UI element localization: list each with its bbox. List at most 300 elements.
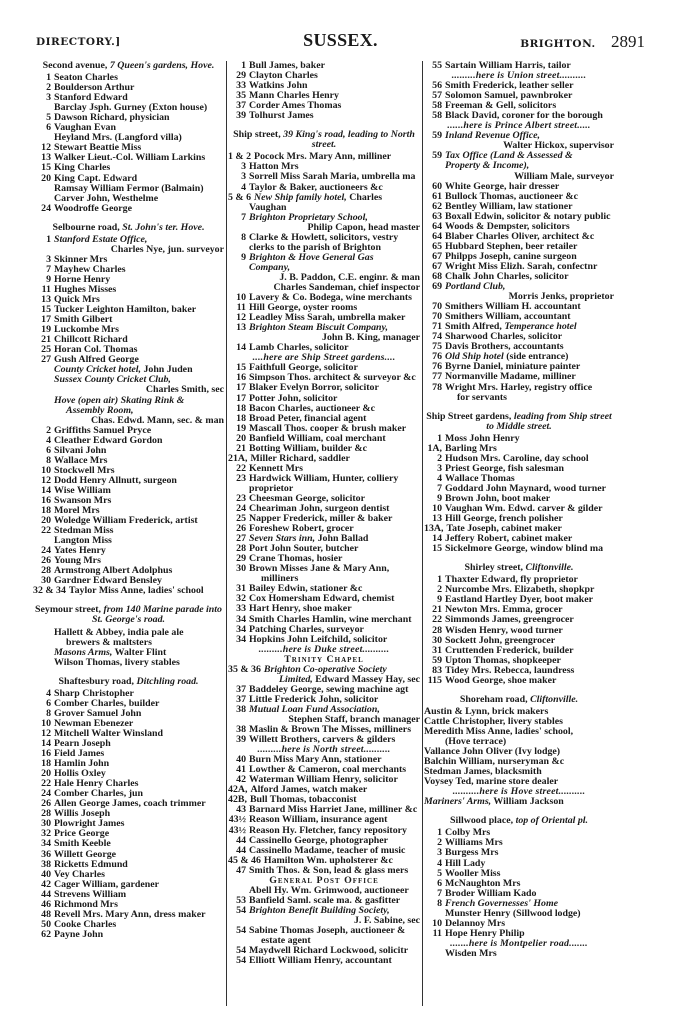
house-number: 78 bbox=[432, 382, 442, 393]
house-number: 27 bbox=[236, 534, 246, 545]
house-number: 65 bbox=[432, 241, 442, 252]
directory-entry bbox=[33, 719, 224, 729]
entry-text: Colby Mrs bbox=[445, 828, 491, 839]
house-number: 36 bbox=[41, 849, 51, 860]
entry-text: Jeffery Robert, cabinet maker bbox=[445, 534, 573, 545]
entry-text: Hart Henry, shoe maker bbox=[249, 604, 352, 615]
entry-text: Wilson Thomas, livery stables bbox=[54, 657, 180, 668]
directory-entry bbox=[228, 273, 420, 283]
directory-entry bbox=[33, 305, 224, 315]
house-number: 11 bbox=[432, 928, 442, 939]
directory-entry bbox=[33, 920, 224, 930]
header-directory-label: DIRECTORY.] bbox=[36, 36, 121, 48]
directory-entry bbox=[424, 717, 614, 727]
directory-entry bbox=[33, 628, 224, 638]
house-number: 60 bbox=[432, 181, 442, 192]
entry-text: Clayton Charles bbox=[249, 71, 318, 82]
directory-entry bbox=[424, 393, 614, 403]
entry-text: Austin & Lynn, brick makers bbox=[424, 706, 549, 717]
street-junction-divider: .........here is Union street.......... bbox=[451, 71, 587, 82]
house-number: 7 bbox=[437, 888, 442, 899]
house-number: 24 bbox=[41, 203, 51, 214]
entry-text: Smith Charles Hamlin, wine merchant bbox=[249, 614, 412, 625]
street-heading bbox=[424, 816, 614, 826]
street-heading bbox=[33, 605, 224, 625]
house-number: 13A, bbox=[424, 524, 444, 535]
entry-text: Charles Smith, sec bbox=[145, 385, 224, 396]
directory-entry bbox=[33, 658, 224, 668]
directory-entry bbox=[424, 131, 614, 141]
directory-entry bbox=[424, 707, 614, 717]
entry-text: Woodroffe George bbox=[54, 203, 132, 214]
house-number: 75 bbox=[432, 342, 442, 353]
directory-entry bbox=[228, 504, 420, 514]
directory-entry bbox=[424, 879, 614, 889]
directory-entry bbox=[424, 615, 614, 625]
entry-text: Stockwell Mrs bbox=[54, 465, 115, 476]
entry-text: Meredith Miss Anne, ladies' school, bbox=[424, 726, 574, 737]
house-number: 22 bbox=[432, 615, 442, 626]
entry-text: Corder Ames Thomas bbox=[249, 101, 342, 112]
entry-text: Voysey Ted, marine store dealer bbox=[424, 777, 559, 788]
directory-entry bbox=[228, 534, 420, 544]
entry-text: Mascall Thos. cooper & brush maker bbox=[249, 423, 407, 434]
entry-text: Leadley Miss Sarah, umbrella maker bbox=[249, 313, 406, 324]
directory-entry bbox=[424, 252, 614, 262]
house-number: 24 bbox=[41, 789, 51, 800]
house-number: 2 bbox=[437, 585, 442, 596]
house-number: 14 bbox=[41, 739, 51, 749]
house-number: 7 bbox=[437, 483, 442, 494]
directory-entry bbox=[228, 233, 420, 243]
directory-entry bbox=[228, 695, 420, 705]
house-number: 15 bbox=[432, 544, 442, 555]
directory-entry bbox=[424, 292, 614, 302]
column-divider-1 bbox=[226, 61, 227, 1006]
entry-text: Cassinello George, photographer bbox=[249, 835, 389, 846]
entry-text: Hatton Mrs bbox=[249, 162, 299, 173]
entry-text: Faithfull George, solicitor bbox=[249, 363, 358, 374]
directory-entry bbox=[228, 101, 420, 111]
entry-text: Newton Mrs. Emma, grocer bbox=[445, 605, 563, 616]
street-section bbox=[424, 412, 614, 555]
entry-text: Port John Souter, butcher bbox=[249, 544, 359, 555]
directory-entry bbox=[424, 332, 614, 342]
entry-text: Philpps Joseph, canine surgeon bbox=[445, 251, 577, 262]
street-location: 39 King's road, leading to North street. bbox=[283, 129, 415, 151]
house-number: 9 bbox=[46, 274, 51, 285]
entry-text: Abell Hy. Wm. Grimwood, auctioneer bbox=[249, 885, 409, 896]
entry-text: Mayhew Charles bbox=[54, 264, 126, 275]
directory-entry bbox=[33, 275, 224, 285]
house-number: 3 bbox=[46, 93, 51, 104]
house-number: 25 bbox=[41, 345, 51, 356]
entry-text: Stephen Staff, branch manager bbox=[288, 715, 420, 725]
entry-text: Woledge William Frederick, artist bbox=[54, 516, 198, 527]
directory-entry bbox=[228, 836, 420, 846]
house-number: 15 bbox=[41, 163, 51, 174]
directory-entry bbox=[228, 81, 420, 91]
house-number: 26 bbox=[41, 556, 51, 567]
house-number: 48 bbox=[41, 909, 51, 920]
entry-text: Tate Joseph, cabinet maker bbox=[446, 524, 562, 535]
house-number: 55 bbox=[432, 61, 442, 71]
directory-entry bbox=[228, 203, 420, 213]
house-number: 19 bbox=[236, 423, 246, 434]
page-number: 2891 bbox=[611, 32, 645, 51]
house-number: 68 bbox=[432, 271, 442, 282]
house-number: 1 bbox=[241, 61, 246, 71]
house-number: 15 bbox=[41, 305, 51, 316]
entry-text: Property & Income), bbox=[445, 161, 530, 172]
directory-entry bbox=[228, 826, 420, 836]
directory-entry bbox=[228, 625, 420, 635]
house-number: 1 & 2 bbox=[228, 152, 252, 163]
house-number: 34 bbox=[41, 839, 51, 850]
directory-entry bbox=[424, 161, 614, 171]
directory-entry bbox=[424, 544, 614, 554]
directory-entry bbox=[424, 342, 614, 352]
entry-text: Cheariman John, surgeon dentist bbox=[249, 504, 390, 515]
directory-entry bbox=[228, 685, 420, 695]
entry-text: White George, hair dresser bbox=[445, 181, 560, 192]
directory-entry bbox=[33, 73, 224, 83]
house-number: 10 bbox=[236, 293, 246, 304]
house-number: 28 bbox=[432, 625, 442, 636]
directory-entry bbox=[33, 245, 224, 255]
entry-text: Tucker Leighton Hamilton, baker bbox=[54, 305, 197, 316]
house-number: 83 bbox=[432, 665, 442, 676]
directory-entry bbox=[228, 213, 420, 223]
directory-entry bbox=[33, 163, 224, 173]
entry-text: Hope Henry Philip bbox=[445, 928, 525, 939]
entry-text: for servants bbox=[457, 392, 508, 403]
house-number: 40 bbox=[236, 755, 246, 766]
entry-text: Mariners' Arms, William Jackson bbox=[424, 797, 564, 808]
entry-text: Williams Mrs bbox=[445, 838, 503, 849]
house-number: 62 bbox=[41, 929, 51, 940]
directory-entry bbox=[228, 333, 420, 343]
house-number: 15 bbox=[236, 363, 246, 374]
entry-text: Newman Ebenezer bbox=[54, 718, 134, 729]
directory-entry bbox=[33, 103, 224, 113]
street-location: Ditchling road. bbox=[136, 675, 199, 687]
entry-text: Willett George bbox=[54, 849, 117, 860]
house-number: 9 bbox=[437, 493, 442, 504]
entry-text: Burn Miss Mary Ann, stationer bbox=[249, 755, 382, 766]
directory-entry bbox=[33, 335, 224, 345]
directory-entry bbox=[228, 775, 420, 785]
entry-text: Tidey Mrs. Rebecca, laundress bbox=[445, 665, 575, 676]
house-number: 54 bbox=[236, 956, 246, 967]
directory-entry bbox=[33, 255, 224, 265]
entry-text: John B. King, manager bbox=[322, 333, 420, 344]
entry-text: Revell Mrs. Mary Ann, dress maker bbox=[54, 909, 206, 920]
entry-text: Ramsay William Fermor (Balmain) bbox=[54, 183, 204, 194]
directory-entry bbox=[424, 767, 614, 777]
directory-entry bbox=[228, 464, 420, 474]
directory-entry bbox=[228, 313, 420, 323]
house-number: 13 bbox=[41, 153, 51, 164]
house-number: 5 bbox=[46, 113, 51, 124]
entry-text: Horne Henry bbox=[54, 274, 111, 285]
house-number: 1 bbox=[437, 828, 442, 839]
directory-entry bbox=[424, 848, 614, 858]
entry-text: Priest George, fish salesman bbox=[445, 463, 565, 474]
entry-text: Vallance John Oliver (Ivy lodge) bbox=[424, 747, 561, 758]
entry-text: Cooke Charles bbox=[54, 919, 117, 930]
page-header bbox=[36, 32, 645, 54]
directory-entry bbox=[228, 172, 420, 182]
entry-text: Foreshew Robert, grocer bbox=[249, 524, 354, 535]
house-number: 1 bbox=[46, 234, 51, 245]
entry-text: Hale Henry Charles bbox=[54, 779, 139, 790]
street-section bbox=[228, 61, 420, 121]
house-number: 35 bbox=[236, 91, 246, 102]
entry-text: Brown John, boot maker bbox=[445, 493, 551, 504]
street-name: Ship street, bbox=[233, 129, 284, 141]
entry-text: Comber Charles, jun bbox=[54, 789, 143, 800]
entry-text: (Hove terrace) bbox=[445, 737, 507, 747]
directory-entry bbox=[228, 414, 420, 424]
entry-text: Brighton Proprietary School, bbox=[249, 212, 368, 223]
entry-text: Taylor & Baker, auctioneers &c bbox=[249, 182, 383, 193]
entry-text: Payne John bbox=[54, 929, 104, 940]
directory-entry bbox=[228, 193, 420, 203]
directory-entry bbox=[424, 605, 614, 615]
house-number: 2 bbox=[46, 83, 51, 94]
house-number: 34 bbox=[236, 634, 246, 645]
directory-entry bbox=[33, 880, 224, 890]
street-location: Cliftonville. bbox=[525, 562, 574, 574]
house-number: 34 bbox=[236, 624, 246, 635]
directory-entry bbox=[424, 272, 614, 282]
directory-entry bbox=[228, 383, 420, 393]
directory-entry bbox=[33, 546, 224, 556]
entry-text: Barnard Miss Harriet Jane, milliner &c bbox=[249, 805, 418, 816]
entry-text: Stanford Estate Office, bbox=[54, 234, 148, 245]
directory-entry bbox=[33, 729, 224, 739]
directory-entry bbox=[228, 394, 420, 404]
entry-text: Vaughan Wm. Edwd. carver & gilder bbox=[445, 504, 603, 515]
street-name: Shoreham road, bbox=[459, 693, 531, 705]
directory-entry bbox=[228, 323, 420, 333]
directory-entry bbox=[424, 899, 614, 909]
house-number: 37 bbox=[236, 101, 246, 112]
entry-text: Grover Samuel John bbox=[54, 708, 142, 719]
entry-text: Watkins John bbox=[249, 81, 308, 92]
house-number: 40 bbox=[41, 869, 51, 880]
entry-text: Smith Keeble bbox=[54, 839, 111, 850]
entry-text: Charles Sandeman, chief inspector bbox=[273, 282, 420, 293]
house-number: 77 bbox=[432, 372, 442, 383]
directory-entry bbox=[424, 444, 614, 454]
entry-text: Dawson Richard, physician bbox=[54, 113, 170, 124]
directory-entry bbox=[424, 797, 614, 807]
directory-entry bbox=[424, 312, 614, 322]
entry-text: Sussex County Cricket Club, bbox=[54, 375, 171, 386]
entry-text: Cheesman George, solicitor bbox=[249, 493, 366, 504]
house-number: 6 bbox=[46, 445, 51, 456]
directory-entry bbox=[33, 556, 224, 566]
entry-text: Reason William, insurance agent bbox=[249, 815, 388, 826]
house-number: 8 bbox=[437, 898, 442, 909]
house-number: 8 bbox=[241, 232, 246, 243]
directory-entry bbox=[424, 575, 614, 585]
directory-entry bbox=[33, 536, 224, 546]
house-number: 16 bbox=[41, 495, 51, 506]
directory-entry bbox=[424, 524, 614, 534]
house-number: 47 bbox=[236, 865, 246, 876]
entry-text: Bull James, baker bbox=[249, 61, 325, 71]
entry-text: J. F. Sabine, sec bbox=[353, 915, 420, 926]
entry-text: Broad Peter, financial agent bbox=[249, 413, 367, 424]
entry-text: Alford James, watch maker bbox=[250, 785, 368, 796]
house-number: 62 bbox=[432, 201, 442, 212]
entry-text: French Governesses' Home bbox=[445, 898, 559, 909]
directory-entry bbox=[424, 676, 614, 686]
entry-text: Simmonds James, greengrocer bbox=[445, 615, 574, 626]
directory-entry bbox=[228, 71, 420, 81]
house-number: 17 bbox=[236, 383, 246, 394]
house-number: 12 bbox=[41, 475, 51, 486]
entry-text: Cassinello Madame, teacher of music bbox=[249, 845, 406, 856]
directory-entry bbox=[228, 584, 420, 594]
directory-entry bbox=[424, 595, 614, 605]
house-number: 23 bbox=[236, 473, 246, 484]
house-number: 29 bbox=[236, 71, 246, 82]
directory-entry bbox=[424, 172, 614, 182]
entry-text: Assembly Room, bbox=[66, 405, 134, 416]
house-number: 20 bbox=[41, 769, 51, 780]
directory-entry bbox=[228, 223, 420, 233]
entry-text: Sabine Thomas Joseph, auctioneer & bbox=[249, 925, 406, 936]
house-number: 43 bbox=[236, 805, 246, 816]
directory-entry bbox=[33, 466, 224, 476]
house-number: 46 bbox=[41, 899, 51, 910]
entry-text: Seven Stars inn, John Ballad bbox=[249, 534, 369, 545]
house-number: 35 & 36 bbox=[228, 664, 261, 675]
entry-text: Mitchell Walter Winsland bbox=[54, 728, 164, 739]
header-town: BRIGHTON. bbox=[520, 38, 596, 50]
house-number: 38 bbox=[236, 704, 246, 715]
directory-entry bbox=[33, 839, 224, 849]
entry-text: Philip Capon, head master bbox=[307, 222, 420, 233]
entry-text: Stanford Edward bbox=[54, 93, 128, 104]
directory-entry bbox=[33, 365, 224, 375]
directory-entry bbox=[33, 890, 224, 900]
entry-text: Company, bbox=[249, 262, 291, 273]
directory-entry bbox=[228, 152, 420, 162]
house-number: 3 bbox=[46, 254, 51, 265]
entry-text: Maydwell Richard Lockwood, solicitr bbox=[249, 946, 409, 957]
house-number: 42 bbox=[41, 879, 51, 890]
directory-entry bbox=[424, 182, 614, 192]
directory-entry bbox=[424, 372, 614, 382]
house-number: 31 bbox=[432, 645, 442, 656]
street-section bbox=[424, 695, 614, 808]
house-number: 9 bbox=[241, 252, 246, 263]
directory-entry bbox=[228, 554, 420, 564]
entry-text: Hill George, oyster rooms bbox=[249, 303, 358, 314]
directory-entry bbox=[33, 396, 224, 406]
directory-entry bbox=[33, 325, 224, 335]
house-number: 12 bbox=[41, 728, 51, 739]
house-number: 12 bbox=[41, 143, 51, 154]
directory-entry bbox=[33, 749, 224, 759]
entry-text: Broder William Kado bbox=[445, 888, 537, 899]
entry-text: Vaughan Evan bbox=[54, 123, 116, 134]
entry-text: Walter Hickox, supervisor bbox=[503, 141, 614, 152]
entry-text: Blaber Charles Oliver, architect &c bbox=[445, 231, 595, 242]
directory-entry bbox=[33, 709, 224, 719]
entry-text: Mutual Loan Fund Association, bbox=[249, 704, 380, 715]
entry-text: Field James bbox=[54, 749, 105, 760]
street-section bbox=[424, 61, 614, 403]
entry-text: Silvani John bbox=[54, 445, 107, 456]
entry-text: Pearn Joseph bbox=[54, 739, 111, 749]
house-number: 23 bbox=[236, 493, 246, 504]
house-number: 28 bbox=[41, 566, 51, 577]
directory-entry bbox=[424, 646, 614, 656]
house-number: 14 bbox=[41, 485, 51, 496]
house-number: 41 bbox=[236, 765, 246, 776]
directory-entry bbox=[228, 524, 420, 534]
house-number: 43½ bbox=[228, 815, 246, 826]
directory-entry bbox=[33, 699, 224, 709]
house-number: 2 bbox=[437, 453, 442, 464]
house-number: 76 bbox=[432, 352, 442, 363]
house-number: 22 bbox=[41, 526, 51, 537]
directory-entry bbox=[228, 183, 420, 193]
directory-entry bbox=[228, 263, 420, 273]
entry-text: Barling Mrs bbox=[445, 443, 497, 454]
street-name: Shaftesbury road, bbox=[58, 675, 137, 687]
house-number: 30 bbox=[236, 564, 246, 575]
entry-text: Eastland Hartley Dyer, boot maker bbox=[445, 595, 594, 606]
directory-entry bbox=[424, 322, 614, 332]
entry-text: Yates Henry bbox=[54, 546, 106, 557]
directory-entry bbox=[228, 564, 420, 574]
house-number: 115 bbox=[427, 675, 442, 686]
house-number: 44 bbox=[236, 845, 246, 856]
house-number: 7 bbox=[46, 264, 51, 275]
house-number: 5 & 6 bbox=[228, 192, 252, 203]
house-number: 74 bbox=[432, 332, 442, 343]
directory-entry bbox=[33, 850, 224, 860]
house-number: 25 bbox=[236, 514, 246, 525]
entry-text: Hill Lady bbox=[445, 858, 486, 869]
directory-entry bbox=[424, 474, 614, 484]
house-number: 32 bbox=[236, 594, 246, 605]
entry-text: Sockett John, greengrocer bbox=[445, 635, 556, 646]
house-number: 59 bbox=[432, 131, 442, 142]
directory-entry bbox=[33, 153, 224, 163]
entry-text: Goddard John Maynard, wood turner bbox=[445, 483, 607, 494]
entry-text: Maslin & Brown The Misses, milliners bbox=[249, 725, 412, 736]
street-location: St. John's ter. Hove. bbox=[122, 221, 205, 233]
house-number: 1 bbox=[46, 73, 51, 84]
street-heading bbox=[33, 61, 224, 71]
house-number: 11 bbox=[236, 303, 246, 314]
house-number: 8 bbox=[46, 455, 51, 466]
house-number: 13 bbox=[41, 295, 51, 306]
directory-entry bbox=[228, 926, 420, 936]
entry-text: Byrne Daniel, miniature painter bbox=[445, 362, 581, 373]
entry-text: Munster Henry (Sillwood lodge) bbox=[445, 908, 581, 919]
house-number: 14 bbox=[236, 343, 246, 354]
entry-text: Burgess Mrs bbox=[445, 848, 499, 859]
